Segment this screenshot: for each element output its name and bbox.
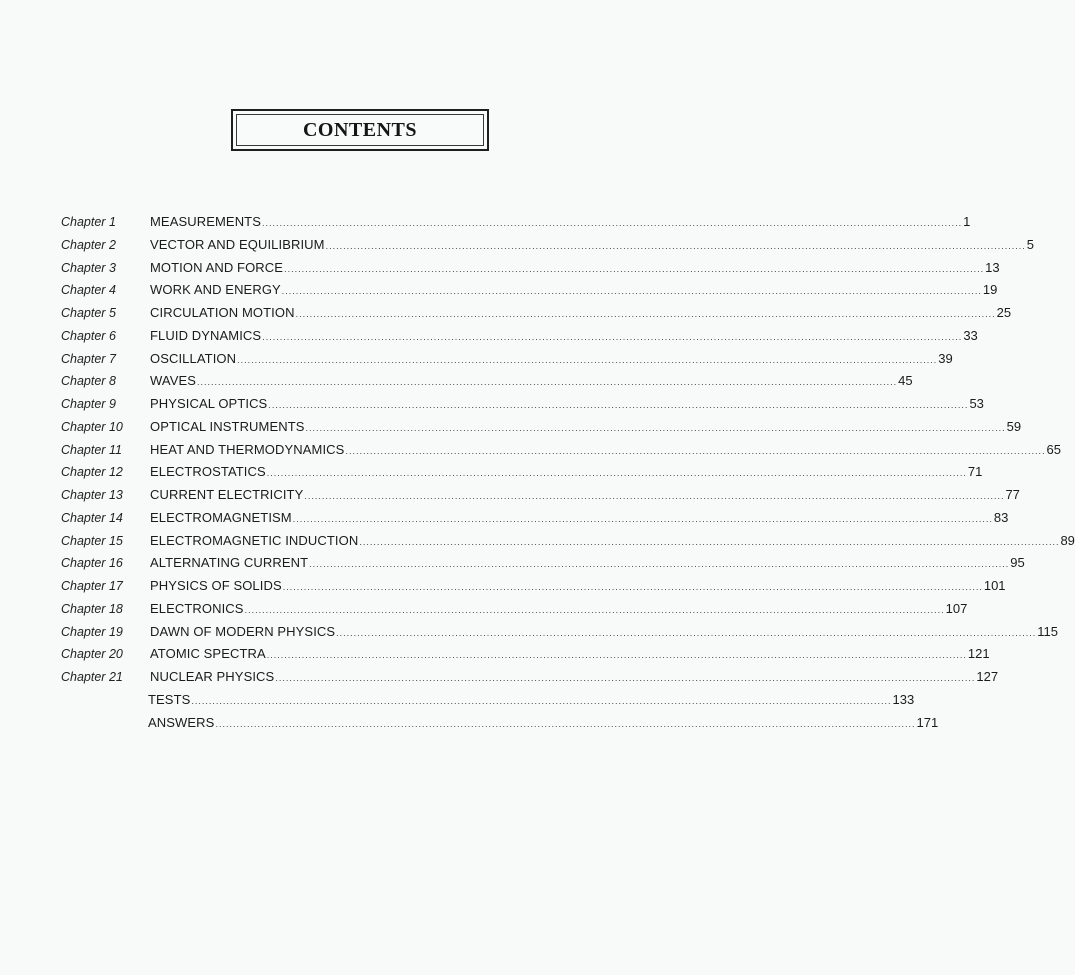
toc-entry [150,440,1062,461]
toc-row [0,576,1006,596]
toc-entry [150,258,1000,279]
entry-title: FLUID DYNAMICS [150,327,262,343]
toc-row [0,713,939,733]
dot-leader: ........................................................................................................................................................................................................ [266,650,967,661]
entry-title: CIRCULATION MOTION [150,305,295,320]
page-number: 83 [993,509,1009,525]
entry-title: CURRENT ELECTRICITY [150,487,304,502]
toc-row [0,258,1000,278]
toc-entry [150,644,990,665]
page-number: 19 [982,282,998,298]
toc-row [0,349,953,369]
dot-leader: ........................................................................................................................................................................................................ [275,673,976,683]
toc-entry [150,508,1009,529]
page-number: 115 [1037,623,1059,639]
page-number: 121 [967,646,990,662]
toc-entry [150,235,1034,256]
chapter-number: Chapter 18 [61,601,123,616]
page-number: 65 [1046,441,1062,457]
dot-leader: ........................................................................................................................................................................................................ [282,582,983,592]
page-number: 25 [996,305,1012,320]
page-title: CONTENTS [302,119,418,141]
toc-row [0,212,971,232]
entry-title: MEASUREMENTS [150,214,261,229]
dot-leader: ........................................................................................................................................................................................................ [237,354,938,365]
page-number: 171 [916,714,939,730]
chapter-number: Chapter 10 [61,419,123,434]
toc-row [0,644,990,664]
toc-row [0,508,1009,528]
toc-entry [148,713,939,734]
toc-row [0,485,1020,505]
dot-leader: ........................................................................................................................................................................................................ [304,491,1005,501]
page-number: 13 [985,259,1000,275]
chapter-number: Chapter 13 [61,488,123,502]
toc-entry [148,690,915,711]
page-number: 1 [963,214,971,229]
chapter-number: Chapter 1 [61,215,116,229]
entry-title: PHYSICS OF SOLIDS [150,578,282,593]
dot-leader: ........................................................................................................................................................................................................ [268,400,969,410]
entry-title: DAWN OF MODERN PHYSICS [150,623,336,639]
chapter-number: Chapter 20 [61,647,123,662]
toc-entry [150,303,1012,324]
entry-title: PHYSICAL OPTICS [150,396,268,411]
page-number: 45 [898,373,913,389]
entry-title: OSCILLATION [150,350,237,366]
chapter-number: Chapter 2 [61,237,116,252]
toc-row [0,440,1062,460]
chapter-number: Chapter 21 [61,670,123,684]
toc-entry [150,349,953,370]
toc-entry [150,326,978,347]
page-number: 95 [1010,555,1025,571]
page-number: 101 [983,578,1006,593]
toc-entry [150,212,971,233]
chapter-number: Chapter 16 [61,556,123,571]
chapter-number: Chapter 15 [61,533,123,548]
toc-entry [150,622,1059,643]
dot-leader: ........................................................................................................................................................................................................ [281,286,982,297]
entry-title: ATOMIC SPECTRA [150,646,266,662]
toc-entry [150,599,968,620]
dot-leader: ........................................................................................................................................................................................................ [336,627,1037,638]
entry-title: ELECTROMAGNETISM [150,509,292,525]
toc-entry [150,485,1020,506]
chapter-number: Chapter 7 [61,351,116,366]
dot-leader: ........................................................................................................................................................................................................ [191,695,892,706]
toc-row [0,371,913,391]
title-frame [231,109,489,151]
dot-leader: ........................................................................................................................................................................................................ [262,331,963,342]
chapter-number: Chapter 6 [61,328,116,343]
page-number: 89 [1060,532,1075,548]
entry-title: ELECTROSTATICS [150,464,266,480]
dot-leader: ........................................................................................................................................................................................................ [325,240,1026,251]
toc-row [0,622,1059,642]
chapter-number: Chapter 4 [61,283,116,298]
entry-title: TESTS [148,691,191,707]
toc-row [0,599,968,619]
dot-leader: ........................................................................................................................................................................................................ [215,718,916,729]
page-number: 133 [892,691,915,707]
dot-leader: ........................................................................................................................................................................................................ [359,536,1060,547]
toc-entry [150,371,913,392]
entry-title: NUCLEAR PHYSICS [150,669,275,684]
dot-leader: ........................................................................................................................................................................................................ [345,445,1046,456]
entry-title: ALTERNATING CURRENT [150,555,309,571]
chapter-number: Chapter 19 [61,624,123,639]
dot-leader: ........................................................................................................................................................................................................ [292,513,993,524]
toc-entry [150,417,1022,438]
toc-row [0,462,983,482]
toc-row [0,280,998,300]
toc-row [0,235,1034,255]
page-number: 127 [976,669,999,684]
dot-leader: ........................................................................................................................................................................................................ [295,309,996,319]
toc-row [0,326,978,346]
page-number: 39 [938,350,953,366]
entry-title: WORK AND ENERGY [150,282,281,298]
page-number: 107 [945,600,968,616]
toc-entry [150,576,1006,597]
toc-row [0,531,1075,551]
page-number: 53 [969,396,984,411]
chapter-number: Chapter 11 [61,442,122,457]
chapter-number: Chapter 14 [61,510,123,525]
page-number: 77 [1005,487,1020,502]
dot-leader: ........................................................................................................................................................................................................ [305,422,1006,433]
dot-leader: ........................................................................................................................................................................................................ [262,218,963,228]
dot-leader: ........................................................................................................................................................................................................ [244,604,945,615]
chapter-number: Chapter 8 [61,374,116,389]
toc-row [0,690,915,710]
entry-title: ELECTROMAGNETIC INDUCTION [150,532,359,548]
toc-entry [150,553,1025,574]
page-number: 33 [963,327,978,343]
entry-title: WAVES [150,373,197,389]
toc-row [0,667,999,687]
entry-title: OPTICAL INSTRUMENTS [150,418,305,434]
toc-entry [150,667,999,688]
toc-entry [150,394,984,415]
dot-leader: ........................................................................................................................................................................................................ [284,263,985,274]
dot-leader: ........................................................................................................................................................................................................ [197,377,898,388]
toc-entry [150,531,1075,552]
toc-row [0,417,1022,437]
entry-title: HEAT AND THERMODYNAMICS [150,441,345,457]
entry-title: VECTOR AND EQUILIBRIUM [150,236,325,252]
chapter-number: Chapter 5 [61,306,116,320]
chapter-number: Chapter 17 [61,579,123,593]
chapter-number: Chapter 3 [61,260,116,275]
chapter-number: Chapter 9 [61,397,116,411]
entry-title: MOTION AND FORCE [150,259,284,275]
page-number: 71 [967,464,983,480]
entry-title: ELECTRONICS [150,600,244,616]
toc-row [0,394,984,414]
chapter-number: Chapter 12 [61,465,123,480]
toc-row [0,553,1025,573]
dot-leader: ........................................................................................................................................................................................................ [309,559,1010,570]
page-number: 5 [1026,236,1034,252]
toc-entry [150,280,998,301]
entry-title: ANSWERS [148,714,215,730]
toc-entry [150,462,983,483]
page-number: 59 [1006,418,1022,434]
dot-leader: ........................................................................................................................................................................................................ [266,468,967,479]
toc-row [0,303,1012,323]
